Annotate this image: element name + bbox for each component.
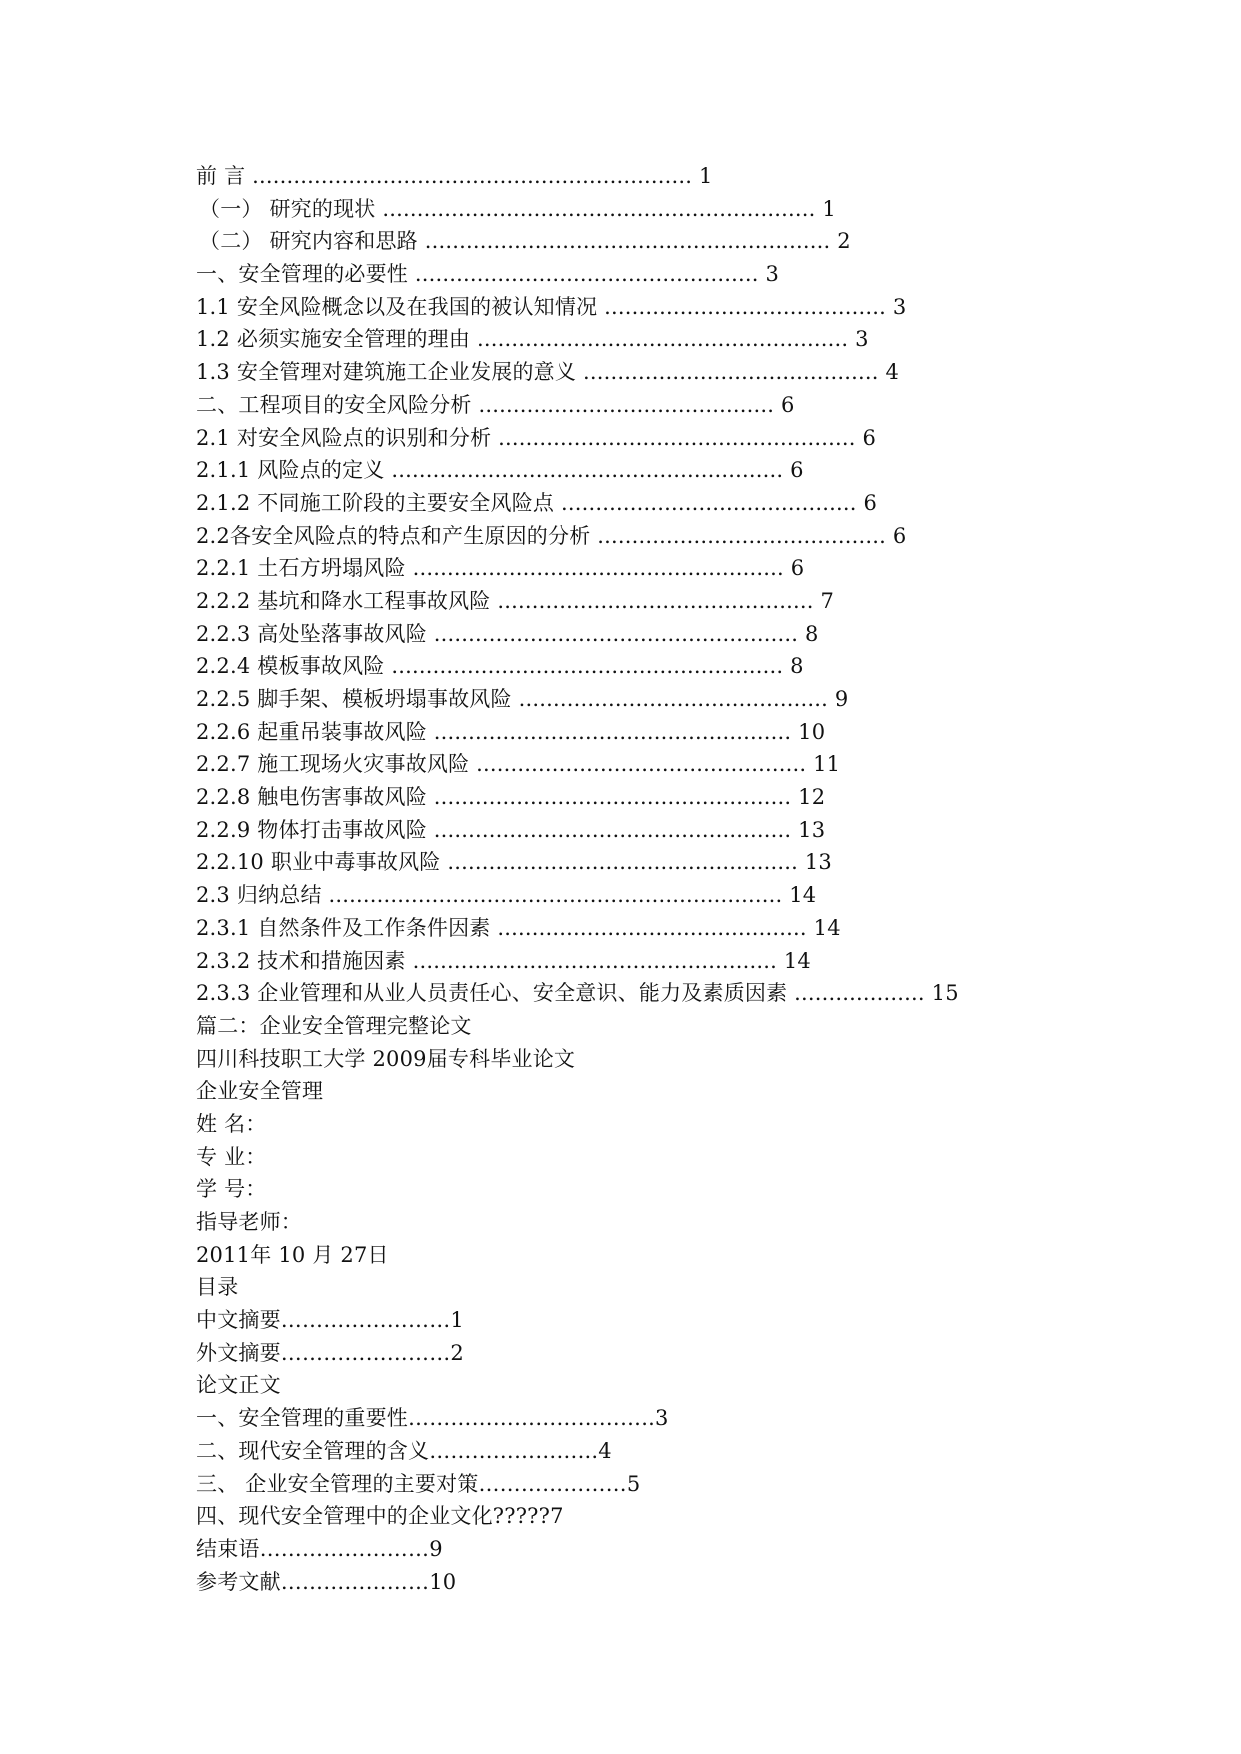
contents-line: 中文摘要……………………1 [196, 1308, 464, 1333]
toc-line: 2.2.10 职业中毒事故风险 ................................................... 13 [196, 850, 832, 875]
toc-line: 1.1 安全风险概念以及在我国的被认知情况 ......................................... 3 [196, 294, 907, 319]
toc-line: 2.2.1 土石方坍塌风险 ...................................................... 6 [196, 556, 805, 581]
contents-line: 三、 企业安全管理的主要对策…………………5 [196, 1471, 641, 1496]
field-student-id: 学 号： [196, 1177, 267, 1202]
toc-line: （二） 研究内容和思路 ........................................................... 2 [199, 229, 851, 254]
contents-heading: 目录 [196, 1275, 239, 1300]
toc-line: 二、工程项目的安全风险分析 ........................................... 6 [196, 392, 795, 417]
toc-line: （一） 研究的现状 ............................................................... 1 [199, 196, 836, 221]
institution-line: 四川科技职工大学 2009届专科毕业论文 [196, 1046, 576, 1071]
toc-line: 2.2各安全风险点的特点和产生原因的分析 .......................................... 6 [196, 523, 907, 548]
toc-line: 1.2 必须实施安全管理的理由 ...................................................... 3 [196, 327, 869, 352]
paper-title: 企业安全管理 [196, 1079, 324, 1104]
toc-line: 2.2.7 施工现场火灾事故风险 ................................................ 11 [196, 752, 841, 777]
contents-line: 论文正文 [196, 1373, 281, 1398]
toc-line: 1.3 安全管理对建筑施工企业发展的意义 ........................................... 4 [196, 360, 900, 385]
toc-line: 2.1 对安全风险点的识别和分析 .................................................... 6 [196, 425, 877, 450]
toc-line: 一、安全管理的必要性 .................................................. 3 [196, 262, 780, 287]
field-advisor: 指导老师： [196, 1210, 302, 1234]
toc-line: 2.3.3 企业管理和从业人员责任心、安全意识、能力及素质因素 ................... 15 [196, 981, 959, 1006]
section-heading: 篇二：企业安全管理完整论文 [196, 1013, 472, 1038]
toc-line: 2.2.5 脚手架、模板坍塌事故风险 ............................................. 9 [196, 687, 849, 711]
toc-line: 前 言 ................................................................ 1 [196, 164, 713, 188]
date-line: 2011年 10 月 27日 [196, 1242, 389, 1267]
toc-line: 2.1.2 不同施工阶段的主要安全风险点 ........................................... 6 [196, 490, 878, 515]
contents-line: 四、现代安全管理中的企业文化?????7 [196, 1504, 564, 1529]
toc-line: 2.1.1 风险点的定义 ......................................................... 6 [196, 458, 804, 483]
toc-line: 2.3.1 自然条件及工作条件因素 ............................................. 14 [196, 915, 841, 940]
contents-line: 参考文献…………………10 [196, 1569, 457, 1594]
toc-line: 2.3.2 技术和措施因素 ..................................................... 14 [196, 948, 811, 973]
toc-line: 2.3 归纳总结 .................................................................. 14 [196, 883, 817, 908]
contents-line: 二、现代安全管理的含义…………………...4 [196, 1438, 612, 1463]
toc-line: 2.2.6 起重吊装事故风险 .................................................... 10 [196, 719, 826, 744]
toc-line: 2.2.8 触电伤害事故风险 .................................................... 12 [196, 785, 826, 810]
contents-line: 外文摘要……………………2 [196, 1340, 464, 1365]
toc-line: 2.2.4 模板事故风险 ......................................................... 8 [196, 654, 804, 679]
toc-line: 2.2.3 高处坠落事故风险 ..................................................... 8 [196, 621, 819, 646]
table-of-contents [196, 160, 1096, 1598]
field-major: 专 业： [196, 1144, 267, 1169]
toc-line: 2.2.9 物体打击事故风险 .................................................... 13 [196, 817, 826, 842]
contents-line: 一、安全管理的重要性……………………………..3 [196, 1406, 669, 1431]
contents-line: 结束语……………………9 [196, 1536, 443, 1561]
toc-line: 2.2.2 基坑和降水工程事故风险 .............................................. 7 [196, 588, 835, 613]
field-name: 姓 名： [196, 1111, 267, 1136]
